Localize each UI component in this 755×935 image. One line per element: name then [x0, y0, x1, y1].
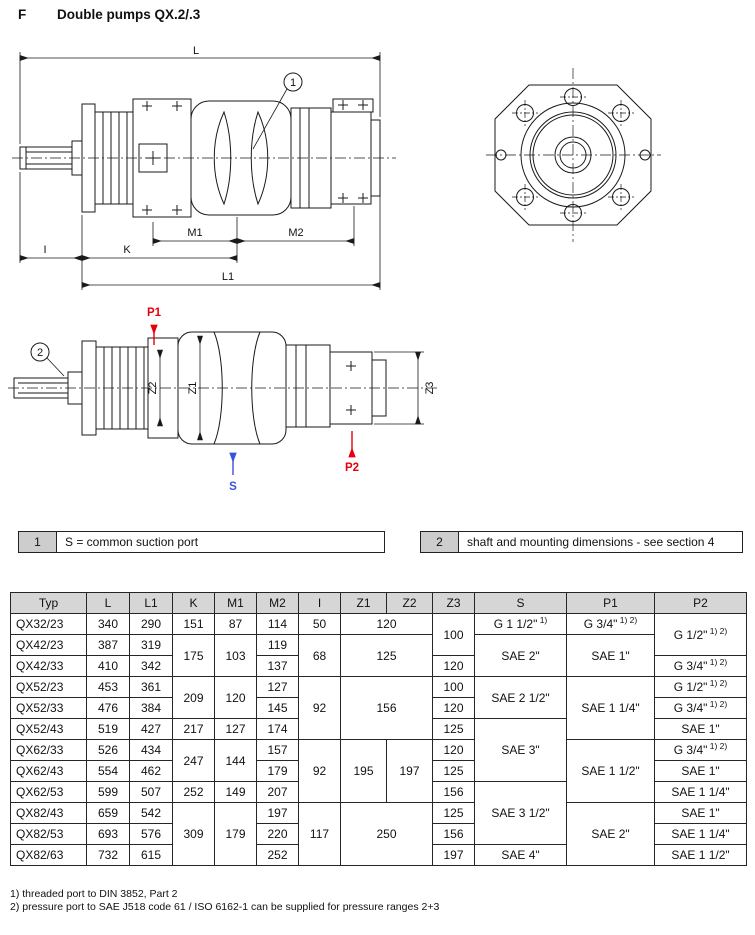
dim-label-l: L [192, 45, 200, 57]
table-header [11, 593, 747, 614]
table-cell: 144 [215, 740, 257, 782]
table-body [11, 614, 747, 866]
table-cell: SAE 1" [655, 803, 747, 824]
table-cell: 427 [130, 719, 173, 740]
table-cell: 103 [215, 635, 257, 677]
column-header: L [87, 593, 130, 614]
table-cell: 217 [173, 719, 215, 740]
table-cell: 156 [341, 677, 433, 740]
table-cell: 599 [87, 782, 130, 803]
table-cell: 410 [87, 656, 130, 677]
pump-port-view [8, 307, 438, 493]
table-cell: QX82/53 [11, 824, 87, 845]
column-header: Z1 [341, 593, 387, 614]
table-cell: QX82/63 [11, 845, 87, 866]
table-cell: 145 [257, 698, 299, 719]
table-cell: SAE 2" [567, 803, 655, 866]
table-cell: 387 [87, 635, 130, 656]
table-cell: 50 [299, 614, 341, 635]
table-cell: 519 [87, 719, 130, 740]
footnote-1: 1) threaded port to DIN 3852, Part 2 [10, 888, 178, 900]
table-cell: 119 [257, 635, 299, 656]
table-cell: 576 [130, 824, 173, 845]
dim-label-l1: L1 [221, 271, 235, 283]
table-row [11, 614, 747, 635]
dim-label-m1: M1 [187, 227, 203, 239]
table-cell: 120 [433, 740, 475, 761]
table-cell: G 3/4" $^{1) 2)}$ [567, 614, 655, 635]
dim-label-i: I [43, 244, 47, 256]
legend-callout-2: 2 [420, 531, 459, 553]
dim-label-m2: M2 [288, 227, 304, 239]
table-cell: 157 [257, 740, 299, 761]
table-cell: 120 [433, 656, 475, 677]
table-cell: 659 [87, 803, 130, 824]
table-cell: 384 [130, 698, 173, 719]
table-cell: 693 [87, 824, 130, 845]
page-title: Double pumps QX.2/.3 [57, 7, 201, 22]
p1-port-label: P1 [146, 307, 162, 319]
table-cell: SAE 2" [475, 635, 567, 677]
column-header: Z3 [433, 593, 475, 614]
table-cell: 179 [257, 761, 299, 782]
table-cell: 250 [341, 803, 433, 866]
suction-port-label: S [229, 481, 237, 493]
table-cell: 156 [433, 824, 475, 845]
table-cell: 156 [433, 782, 475, 803]
table-cell: 197 [387, 740, 433, 803]
table-cell: G 3/4" $^{1) 2)}$ [655, 740, 747, 761]
table-cell: 340 [87, 614, 130, 635]
legend-callout-1: 1 [18, 531, 57, 553]
table-cell: QX52/23 [11, 677, 87, 698]
header-row [11, 593, 747, 614]
table-cell: QX42/33 [11, 656, 87, 677]
callout-1-number: 1 [289, 77, 297, 89]
table-cell: 197 [257, 803, 299, 824]
table-cell: 149 [215, 782, 257, 803]
table-cell: 87 [215, 614, 257, 635]
table-cell: QX52/33 [11, 698, 87, 719]
table-cell: 209 [173, 677, 215, 719]
table-cell: 114 [257, 614, 299, 635]
table-cell: SAE 2 1/2" [475, 677, 567, 719]
callout-2-number: 2 [36, 347, 44, 359]
table-cell: 195 [341, 740, 387, 803]
table-cell: QX82/43 [11, 803, 87, 824]
port-face-marks [142, 100, 368, 215]
port-flow-arrows [147, 307, 359, 493]
table-cell: 100 [433, 614, 475, 656]
callout-1 [253, 73, 302, 149]
dim-label-z3: Z3 [424, 381, 436, 395]
table-cell: G 3/4" $^{1) 2)}$ [655, 698, 747, 719]
table-cell: SAE 1 1/4" [655, 824, 747, 845]
column-header: M2 [257, 593, 299, 614]
table-cell: 197 [433, 845, 475, 866]
table-cell: 120 [215, 677, 257, 719]
table-cell: SAE 4" [475, 845, 567, 866]
dim-label-k: K [123, 244, 131, 256]
table-cell: SAE 3" [475, 719, 567, 782]
table-cell: 290 [130, 614, 173, 635]
table-cell: 125 [433, 761, 475, 782]
table-cell: 92 [299, 740, 341, 803]
table-cell: SAE 1 1/2" [655, 845, 747, 866]
table-cell: 117 [299, 803, 341, 866]
table-cell: 319 [130, 635, 173, 656]
p2-port-label: P2 [344, 462, 360, 474]
table-cell: QX42/23 [11, 635, 87, 656]
table-cell: 542 [130, 803, 173, 824]
table-cell: 127 [215, 719, 257, 740]
legend-text-1: S = common suction port [57, 531, 385, 553]
table-cell: 151 [173, 614, 215, 635]
table-cell: 526 [87, 740, 130, 761]
table-cell: 68 [299, 635, 341, 677]
dimension-table [10, 592, 747, 866]
table-cell: SAE 1" [567, 635, 655, 677]
table-cell: G 3/4" $^{1) 2)}$ [655, 656, 747, 677]
table-cell: QX62/33 [11, 740, 87, 761]
column-header: I [299, 593, 341, 614]
table-cell: 127 [257, 677, 299, 698]
table-cell: 125 [341, 635, 433, 677]
table-cell: SAE 1" [655, 719, 747, 740]
dim-label-z1: Z1 [187, 381, 199, 395]
column-header: M1 [215, 593, 257, 614]
column-header: L1 [130, 593, 173, 614]
table-cell: SAE 1 1/4" [567, 677, 655, 740]
table-cell: 252 [173, 782, 215, 803]
table-cell: SAE 1 1/4" [655, 782, 747, 803]
table-cell: QX62/43 [11, 761, 87, 782]
table-cell: G 1/2" $^{1) 2)}$ [655, 677, 747, 698]
table-cell: SAE 3 1/2" [475, 782, 567, 845]
table-cell: 476 [87, 698, 130, 719]
table-cell: SAE 1" [655, 761, 747, 782]
table-cell: 137 [257, 656, 299, 677]
table-cell: 434 [130, 740, 173, 761]
table-cell: 120 [341, 614, 433, 635]
table-cell: 125 [433, 803, 475, 824]
column-header: Typ [11, 593, 87, 614]
column-header: P1 [567, 593, 655, 614]
table-cell: 92 [299, 677, 341, 740]
legend-item-shaft [420, 531, 743, 553]
table-cell: 252 [257, 845, 299, 866]
callout-2 [31, 343, 64, 376]
table-cell: 615 [130, 845, 173, 866]
table-row [11, 803, 747, 824]
table-cell: SAE 1 1/2" [567, 740, 655, 803]
table-cell: 175 [173, 635, 215, 677]
footnotes [10, 888, 439, 914]
table-cell: G 1 1/2" $^{1)}$ [475, 614, 567, 635]
table-cell: 732 [87, 845, 130, 866]
table-cell: 100 [433, 677, 475, 698]
table-cell: 309 [173, 803, 215, 866]
table-cell: G 1/2" $^{1) 2)}$ [655, 614, 747, 656]
table-cell: 207 [257, 782, 299, 803]
table-cell: 507 [130, 782, 173, 803]
table-cell: 554 [87, 761, 130, 782]
footnote-2: 2) pressure port to SAE J518 code 61 / ISO 6162-1 can be supplied for pressure ranges 2+3 [10, 901, 440, 913]
table-row [11, 677, 747, 698]
table-cell: 179 [215, 803, 257, 866]
column-header: S [475, 593, 567, 614]
table-cell: 361 [130, 677, 173, 698]
legend-text-2: shaft and mounting dimensions - see section 4 [459, 531, 743, 553]
table-cell: QX52/43 [11, 719, 87, 740]
table-cell: 120 [433, 698, 475, 719]
table-cell: 125 [433, 719, 475, 740]
column-header: Z2 [387, 593, 433, 614]
legend-item-suction [18, 531, 385, 553]
table-cell: QX62/53 [11, 782, 87, 803]
dim-label-z2: Z2 [147, 381, 159, 395]
table-row [11, 740, 747, 761]
table-cell: QX32/23 [11, 614, 87, 635]
column-header: K [173, 593, 215, 614]
table-cell: 220 [257, 824, 299, 845]
table-cell: 462 [130, 761, 173, 782]
table-cell: 342 [130, 656, 173, 677]
dimensions-side-view [20, 45, 380, 290]
flange-front-view [486, 68, 661, 242]
table-cell: 174 [257, 719, 299, 740]
table-cell: 247 [173, 740, 215, 782]
section-letter: F [18, 7, 27, 22]
column-header: P2 [655, 593, 747, 614]
table-cell: 453 [87, 677, 130, 698]
table-row [11, 635, 747, 656]
pump-side-view [12, 45, 396, 290]
